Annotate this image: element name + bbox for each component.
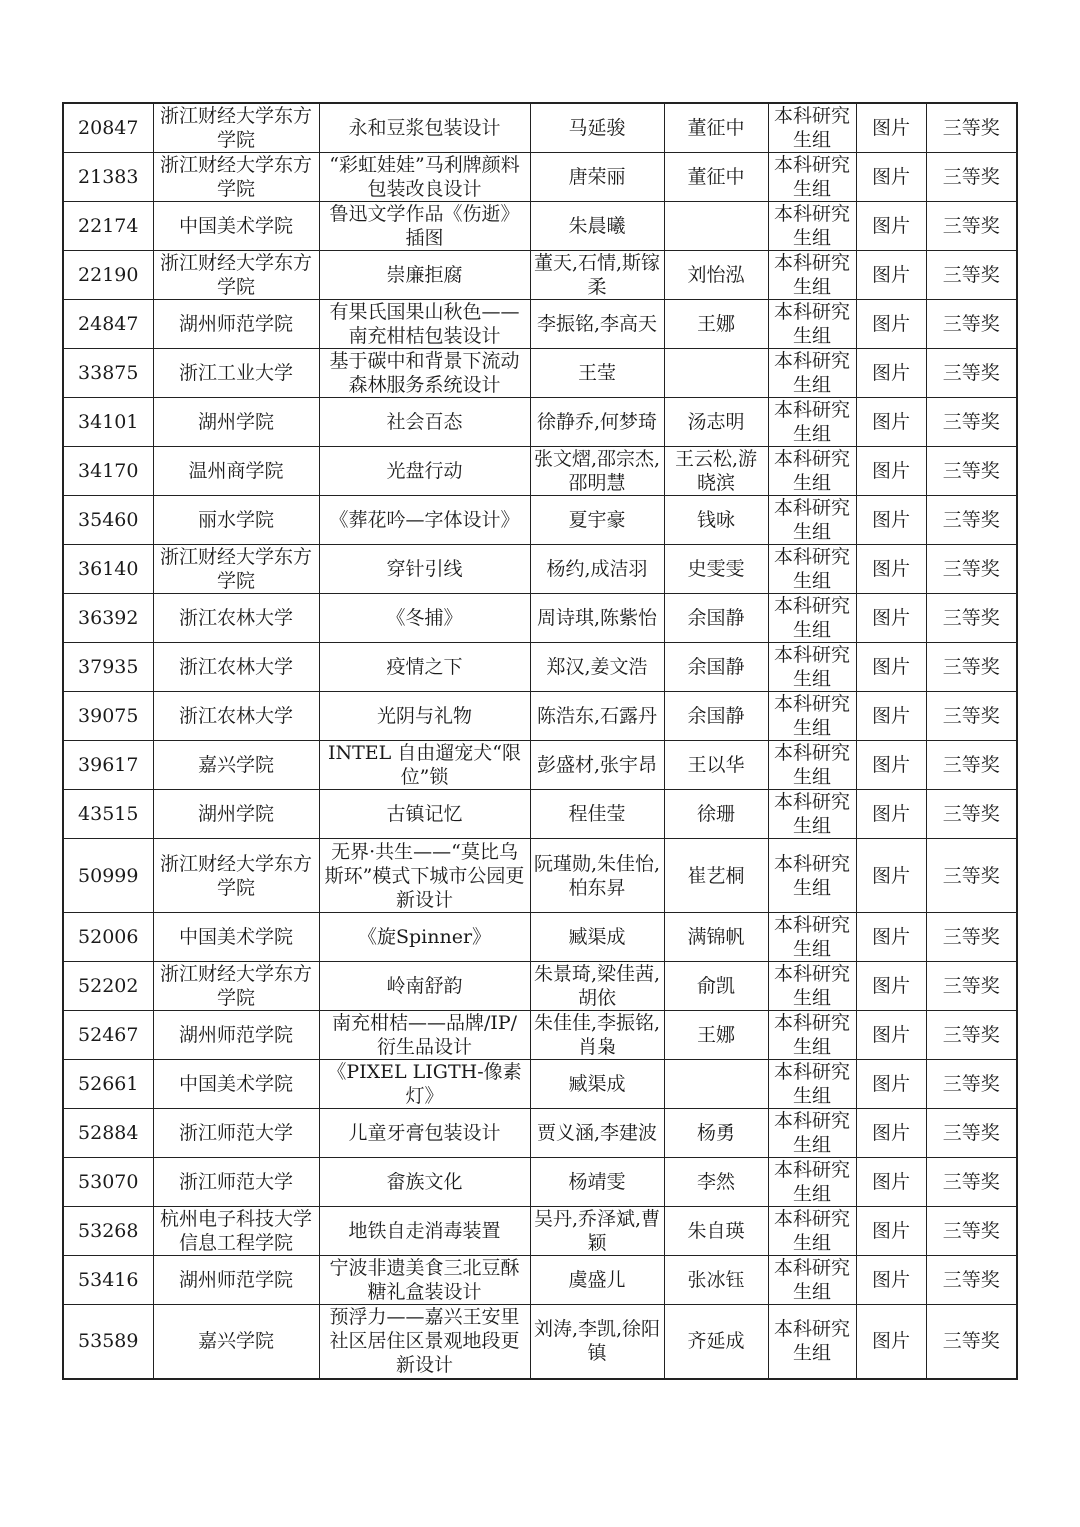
award-cell: 三等奖	[926, 103, 1017, 153]
school-cell: 中国美术学院	[153, 1060, 319, 1109]
entry-id-cell: 53268	[63, 1207, 153, 1256]
entry-id-cell: 39617	[63, 741, 153, 790]
advisor-cell: 张冰钰	[664, 1256, 768, 1305]
work-title-cell: 疫情之下	[319, 643, 530, 692]
advisor-cell: 满锦帆	[664, 913, 768, 962]
award-cell: 三等奖	[926, 1158, 1017, 1207]
group-cell: 本科研究生组	[768, 839, 856, 913]
table-row	[63, 1060, 1017, 1109]
work-title-cell: 崇廉拒腐	[319, 251, 530, 300]
group-cell: 本科研究生组	[768, 1011, 856, 1060]
authors-cell: 李振铭,李高天	[530, 300, 664, 349]
work-title-cell: 永和豆浆包装设计	[319, 103, 530, 153]
school-cell: 浙江财经大学东方学院	[153, 153, 319, 202]
school-cell: 浙江农林大学	[153, 692, 319, 741]
award-cell: 三等奖	[926, 643, 1017, 692]
entry-id-cell: 33875	[63, 349, 153, 398]
work-title-cell: 南充柑桔——品牌/IP/衍生品设计	[319, 1011, 530, 1060]
category-cell: 图片	[856, 103, 926, 153]
category-cell: 图片	[856, 300, 926, 349]
advisor-cell	[664, 349, 768, 398]
table-row	[63, 594, 1017, 643]
school-cell: 浙江财经大学东方学院	[153, 103, 319, 153]
work-title-cell: 穿针引线	[319, 545, 530, 594]
table-row	[63, 1158, 1017, 1207]
advisor-cell: 余国静	[664, 692, 768, 741]
advisor-cell: 朱自瑛	[664, 1207, 768, 1256]
group-cell: 本科研究生组	[768, 1109, 856, 1158]
advisor-cell: 钱咏	[664, 496, 768, 545]
advisor-cell: 余国静	[664, 643, 768, 692]
award-cell: 三等奖	[926, 1060, 1017, 1109]
school-cell: 中国美术学院	[153, 202, 319, 251]
authors-cell: 杨靖雯	[530, 1158, 664, 1207]
table-row	[63, 103, 1017, 153]
advisor-cell: 余国静	[664, 594, 768, 643]
award-cell: 三等奖	[926, 1011, 1017, 1060]
award-cell: 三等奖	[926, 1256, 1017, 1305]
group-cell: 本科研究生组	[768, 962, 856, 1011]
table-row	[63, 839, 1017, 913]
group-cell: 本科研究生组	[768, 1305, 856, 1379]
entry-id-cell: 34101	[63, 398, 153, 447]
school-cell: 中国美术学院	[153, 913, 319, 962]
school-cell: 浙江工业大学	[153, 349, 319, 398]
authors-cell: 周诗琪,陈紫怡	[530, 594, 664, 643]
school-cell: 浙江农林大学	[153, 594, 319, 643]
authors-cell: 贾义涵,李建波	[530, 1109, 664, 1158]
authors-cell: 董天,石情,斯镓柔	[530, 251, 664, 300]
group-cell: 本科研究生组	[768, 103, 856, 153]
award-cell: 三等奖	[926, 545, 1017, 594]
authors-cell: 吴丹,乔泽斌,曹颖	[530, 1207, 664, 1256]
advisor-cell: 刘怡泓	[664, 251, 768, 300]
award-cell: 三等奖	[926, 1207, 1017, 1256]
category-cell: 图片	[856, 1109, 926, 1158]
advisor-cell: 徐珊	[664, 790, 768, 839]
entry-id-cell: 53070	[63, 1158, 153, 1207]
advisor-cell: 史雯雯	[664, 545, 768, 594]
school-cell: 丽水学院	[153, 496, 319, 545]
award-cell: 三等奖	[926, 349, 1017, 398]
school-cell: 湖州学院	[153, 790, 319, 839]
category-cell: 图片	[856, 1011, 926, 1060]
authors-cell: 郑汉,姜文浩	[530, 643, 664, 692]
award-cell: 三等奖	[926, 251, 1017, 300]
advisor-cell: 王以华	[664, 741, 768, 790]
table-row	[63, 1011, 1017, 1060]
group-cell: 本科研究生组	[768, 300, 856, 349]
award-cell: 三等奖	[926, 839, 1017, 913]
work-title-cell: 社会百态	[319, 398, 530, 447]
authors-cell: 臧渠成	[530, 913, 664, 962]
authors-cell: 彭盛材,张宇昂	[530, 741, 664, 790]
table-row	[63, 202, 1017, 251]
school-cell: 温州商学院	[153, 447, 319, 496]
work-title-cell: “彩虹娃娃”马利牌颜料包装改良设计	[319, 153, 530, 202]
entry-id-cell: 35460	[63, 496, 153, 545]
group-cell: 本科研究生组	[768, 447, 856, 496]
school-cell: 湖州师范学院	[153, 1256, 319, 1305]
advisor-cell: 王云松,游晓滨	[664, 447, 768, 496]
table-row	[63, 692, 1017, 741]
table-row	[63, 1207, 1017, 1256]
work-title-cell: 儿童牙膏包装设计	[319, 1109, 530, 1158]
category-cell: 图片	[856, 594, 926, 643]
entry-id-cell: 53416	[63, 1256, 153, 1305]
award-cell: 三等奖	[926, 790, 1017, 839]
school-cell: 嘉兴学院	[153, 1305, 319, 1379]
work-title-cell: 有果氏国果山秋色——南充柑桔包装设计	[319, 300, 530, 349]
work-title-cell: 岭南舒韵	[319, 962, 530, 1011]
group-cell: 本科研究生组	[768, 251, 856, 300]
entry-id-cell: 52202	[63, 962, 153, 1011]
category-cell: 图片	[856, 447, 926, 496]
group-cell: 本科研究生组	[768, 692, 856, 741]
entry-id-cell: 21383	[63, 153, 153, 202]
entry-id-cell: 52006	[63, 913, 153, 962]
group-cell: 本科研究生组	[768, 594, 856, 643]
entry-id-cell: 53589	[63, 1305, 153, 1379]
school-cell: 杭州电子科技大学信息工程学院	[153, 1207, 319, 1256]
category-cell: 图片	[856, 1256, 926, 1305]
school-cell: 浙江财经大学东方学院	[153, 962, 319, 1011]
advisor-cell: 崔艺桐	[664, 839, 768, 913]
group-cell: 本科研究生组	[768, 202, 856, 251]
table-row	[63, 153, 1017, 202]
advisor-cell	[664, 202, 768, 251]
award-cell: 三等奖	[926, 741, 1017, 790]
advisor-cell: 汤志明	[664, 398, 768, 447]
table-row	[63, 643, 1017, 692]
table-row	[63, 741, 1017, 790]
group-cell: 本科研究生组	[768, 1060, 856, 1109]
award-cell: 三等奖	[926, 1109, 1017, 1158]
category-cell: 图片	[856, 1305, 926, 1379]
category-cell: 图片	[856, 790, 926, 839]
authors-cell: 王莹	[530, 349, 664, 398]
work-title-cell: 畲族文化	[319, 1158, 530, 1207]
school-cell: 浙江师范大学	[153, 1109, 319, 1158]
table-row	[63, 398, 1017, 447]
awards-table-body	[63, 103, 1017, 1379]
group-cell: 本科研究生组	[768, 1256, 856, 1305]
authors-cell: 朱景琦,梁佳茜,胡依	[530, 962, 664, 1011]
work-title-cell: 光盘行动	[319, 447, 530, 496]
group-cell: 本科研究生组	[768, 153, 856, 202]
award-cell: 三等奖	[926, 1305, 1017, 1379]
group-cell: 本科研究生组	[768, 496, 856, 545]
table-row	[63, 913, 1017, 962]
category-cell: 图片	[856, 496, 926, 545]
group-cell: 本科研究生组	[768, 349, 856, 398]
entry-id-cell: 36140	[63, 545, 153, 594]
award-cell: 三等奖	[926, 398, 1017, 447]
table-row	[63, 790, 1017, 839]
award-cell: 三等奖	[926, 447, 1017, 496]
group-cell: 本科研究生组	[768, 790, 856, 839]
work-title-cell: INTEL 自由遛宠犬“限位”锁	[319, 741, 530, 790]
award-cell: 三等奖	[926, 962, 1017, 1011]
school-cell: 嘉兴学院	[153, 741, 319, 790]
table-row	[63, 1109, 1017, 1158]
entry-id-cell: 52661	[63, 1060, 153, 1109]
entry-id-cell: 39075	[63, 692, 153, 741]
school-cell: 浙江财经大学东方学院	[153, 251, 319, 300]
work-title-cell: 鲁迅文学作品《伤逝》插图	[319, 202, 530, 251]
school-cell: 湖州学院	[153, 398, 319, 447]
group-cell: 本科研究生组	[768, 398, 856, 447]
authors-cell: 程佳莹	[530, 790, 664, 839]
authors-cell: 夏宇豪	[530, 496, 664, 545]
authors-cell: 陈浩东,石露丹	[530, 692, 664, 741]
school-cell: 湖州师范学院	[153, 1011, 319, 1060]
table-row	[63, 962, 1017, 1011]
authors-cell: 徐静乔,何梦琦	[530, 398, 664, 447]
authors-cell: 朱晨曦	[530, 202, 664, 251]
school-cell: 浙江农林大学	[153, 643, 319, 692]
award-cell: 三等奖	[926, 202, 1017, 251]
group-cell: 本科研究生组	[768, 913, 856, 962]
category-cell: 图片	[856, 643, 926, 692]
category-cell: 图片	[856, 398, 926, 447]
group-cell: 本科研究生组	[768, 741, 856, 790]
work-title-cell: 《PIXEL LIGTH-像素灯》	[319, 1060, 530, 1109]
table-row	[63, 300, 1017, 349]
advisor-cell: 董征中	[664, 103, 768, 153]
table-row	[63, 1256, 1017, 1305]
category-cell: 图片	[856, 692, 926, 741]
advisor-cell: 齐延成	[664, 1305, 768, 1379]
entry-id-cell: 52467	[63, 1011, 153, 1060]
award-cell: 三等奖	[926, 594, 1017, 643]
awards-table	[62, 102, 1018, 1380]
entry-id-cell: 50999	[63, 839, 153, 913]
advisor-cell: 董征中	[664, 153, 768, 202]
advisor-cell: 王娜	[664, 300, 768, 349]
table-row	[63, 1305, 1017, 1379]
authors-cell: 杨约,成洁羽	[530, 545, 664, 594]
category-cell: 图片	[856, 1207, 926, 1256]
category-cell: 图片	[856, 349, 926, 398]
category-cell: 图片	[856, 1158, 926, 1207]
work-title-cell: 光阴与礼物	[319, 692, 530, 741]
school-cell: 浙江财经大学东方学院	[153, 545, 319, 594]
category-cell: 图片	[856, 839, 926, 913]
entry-id-cell: 36392	[63, 594, 153, 643]
award-cell: 三等奖	[926, 153, 1017, 202]
group-cell: 本科研究生组	[768, 1158, 856, 1207]
work-title-cell: 基于碳中和背景下流动森林服务系统设计	[319, 349, 530, 398]
entry-id-cell: 20847	[63, 103, 153, 153]
group-cell: 本科研究生组	[768, 545, 856, 594]
group-cell: 本科研究生组	[768, 1207, 856, 1256]
work-title-cell: 预浮力——嘉兴王安里社区居住区景观地段更新设计	[319, 1305, 530, 1379]
category-cell: 图片	[856, 545, 926, 594]
category-cell: 图片	[856, 741, 926, 790]
work-title-cell: 地铁自走消毒装置	[319, 1207, 530, 1256]
category-cell: 图片	[856, 962, 926, 1011]
authors-cell: 朱佳佳,李振铭,肖枭	[530, 1011, 664, 1060]
school-cell: 浙江财经大学东方学院	[153, 839, 319, 913]
work-title-cell: 宁波非遗美食三北豆酥糖礼盒装设计	[319, 1256, 530, 1305]
work-title-cell: 无界·共生——“莫比乌斯环”模式下城市公园更新设计	[319, 839, 530, 913]
category-cell: 图片	[856, 251, 926, 300]
school-cell: 浙江师范大学	[153, 1158, 319, 1207]
category-cell: 图片	[856, 202, 926, 251]
advisor-cell	[664, 1060, 768, 1109]
authors-cell: 马延骏	[530, 103, 664, 153]
group-cell: 本科研究生组	[768, 643, 856, 692]
entry-id-cell: 52884	[63, 1109, 153, 1158]
category-cell: 图片	[856, 1060, 926, 1109]
authors-cell: 刘涛,李凯,徐阳镇	[530, 1305, 664, 1379]
work-title-cell: 《葬花吟—字体设计》	[319, 496, 530, 545]
authors-cell: 虞盛儿	[530, 1256, 664, 1305]
entry-id-cell: 22190	[63, 251, 153, 300]
category-cell: 图片	[856, 153, 926, 202]
advisor-cell: 俞凯	[664, 962, 768, 1011]
advisor-cell: 杨勇	[664, 1109, 768, 1158]
authors-cell: 臧渠成	[530, 1060, 664, 1109]
entry-id-cell: 37935	[63, 643, 153, 692]
award-cell: 三等奖	[926, 913, 1017, 962]
school-cell: 湖州师范学院	[153, 300, 319, 349]
advisor-cell: 王娜	[664, 1011, 768, 1060]
table-row	[63, 349, 1017, 398]
table-row	[63, 496, 1017, 545]
entry-id-cell: 34170	[63, 447, 153, 496]
advisor-cell: 李然	[664, 1158, 768, 1207]
authors-cell: 唐荣丽	[530, 153, 664, 202]
category-cell: 图片	[856, 913, 926, 962]
authors-cell: 张文熠,邵宗杰,邵明慧	[530, 447, 664, 496]
work-title-cell: 古镇记忆	[319, 790, 530, 839]
award-cell: 三等奖	[926, 692, 1017, 741]
entry-id-cell: 22174	[63, 202, 153, 251]
authors-cell: 阮瑾勋,朱佳怡,柏东昇	[530, 839, 664, 913]
award-cell: 三等奖	[926, 496, 1017, 545]
work-title-cell: 《冬捕》	[319, 594, 530, 643]
entry-id-cell: 43515	[63, 790, 153, 839]
table-row	[63, 447, 1017, 496]
entry-id-cell: 24847	[63, 300, 153, 349]
award-cell: 三等奖	[926, 300, 1017, 349]
table-row	[63, 545, 1017, 594]
work-title-cell: 《旋Spinner》	[319, 913, 530, 962]
table-row	[63, 251, 1017, 300]
